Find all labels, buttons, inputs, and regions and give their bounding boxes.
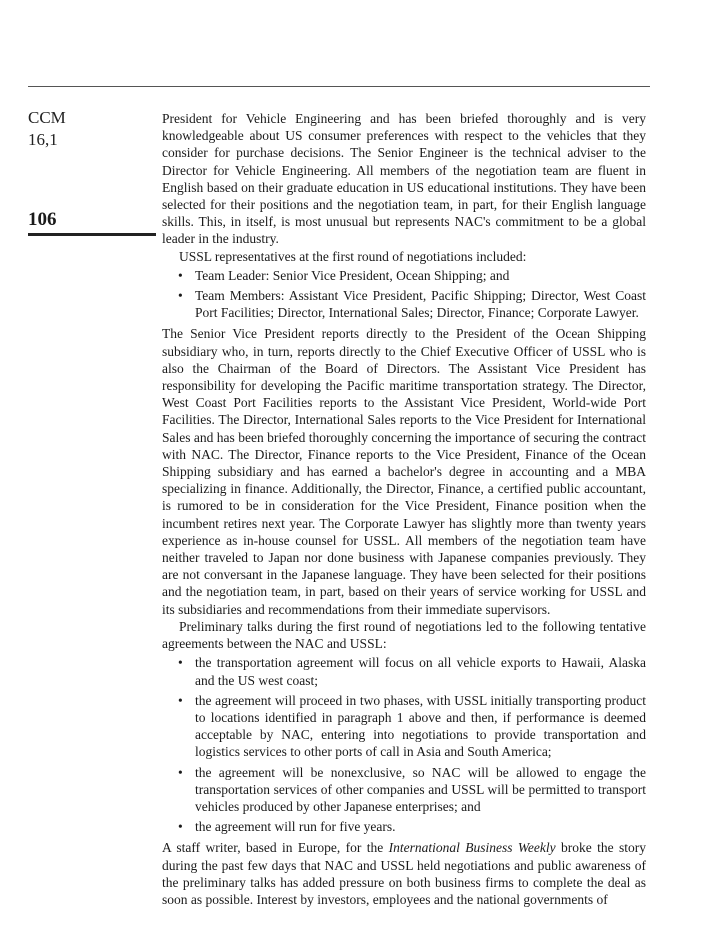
paragraph-ussl-intro: USSL representatives at the first round of negotiations included: bbox=[179, 248, 527, 264]
bullet-icon: • bbox=[178, 655, 183, 671]
list-item: • the agreement will proceed in two phases, with USSL initially transporting product to locations identified in paragraph 1 above and then, if performance is deemed acceptable by NAC, entering into negotiations to provide transportation and logistics services to other ports of call in Asia and South America; bbox=[178, 692, 646, 760]
list-item: • Team Leader: Senior Vice President, Ocean Shipping; and bbox=[178, 267, 510, 283]
bullet-icon: • bbox=[178, 819, 183, 835]
paragraph-ussl-reporting: The Senior Vice President reports directly to the President of the Ocean Shipping subsidiary who, in turn, reports directly to the Chief Executive Officer of USSL who is also the Chairman of the Board of Directors. The Assistant Vice President has responsibility for developing the Pacific maritime transportation strategy. The Director, West Coast Port Facilities reports to the Assistant Vice President, World-wide Port Facilities. The Director, International Sales reports to the Vice President for International Sales and has been briefed thoroughly concerning the importance of securing the contract with NAC. The Director, Finance reports to the Vice President, Finance of the Ocean Shipping subsidiary and has earned a bachelor's degree in accounting and a MBA specializing in finance. Additionally, the Director, Finance, a certified public accountant, is rumored to be in consideration for the Vice President, Finance position when the incumbent retires next year. The Corporate Lawyer has slightly more than twenty years experience as in-house counsel for USSL. All members of the negotiation team have neither traveled to Japan nor done business with Japanese companies previously. They are not conversant in the Japanese language. They have been selected for their positions and the negotiation team, in part, based on their years of service working for USSL and its subsidiaries and recommendations from their immediate supervisors. bbox=[162, 326, 646, 617]
bullet-icon: • bbox=[178, 764, 183, 780]
bullet-icon: • bbox=[178, 288, 183, 304]
bullet-icon: • bbox=[178, 267, 183, 283]
paragraph-press-story: A staff writer, based in Europe, for the International Business Weekly broke the story during the past few days that NAC and USSL held negotiations and public awareness of the preliminary talks has added pressure on both business firms to complete the deal as soon as possible. Interest by investors, employees and the national governments of bbox=[162, 840, 646, 907]
publication-title: International Business Weekly bbox=[388, 840, 556, 856]
body-text bbox=[162, 110, 646, 908]
paragraph-preliminary-talks: Preliminary talks during the first round of negotiations led to the following tentative agreements between the NAC and USSL: bbox=[162, 618, 646, 652]
list-item: • the agreement will run for five years. bbox=[178, 819, 396, 835]
paragraph-team-nac: President for Vehicle Engineering and has been briefed thoroughly and is very knowledgeable about US consumer preferences with respect to the vehicles that they consider for purchase decisions. The Senior Engineer is the technical adviser to the Director for Vehicle Engineering. All members of the negotiation team are fluent in English based on their graduate education in US educational institutions. They have been selected for their positions and the negotiation team, in part, for their English language skills. This, in itself, is most unusual but represents NAC's commitment to be a global leader in the industry. bbox=[162, 111, 646, 247]
ussl-team-list bbox=[162, 267, 646, 322]
list-item: • Team Members: Assistant Vice President, Pacific Shipping; Director, West Coast Port Facilities; Director, International Sales; Director, Finance; Corporate Lawyer. bbox=[178, 288, 646, 321]
page-number-rule bbox=[28, 233, 156, 236]
agreements-list bbox=[162, 654, 646, 835]
journal-volume: 16,1 bbox=[28, 130, 58, 149]
page-number: 106 bbox=[28, 209, 57, 230]
header-rule bbox=[28, 86, 650, 87]
list-item: • the transportation agreement will focus on all vehicle exports to Hawaii, Alaska and the US west coast; bbox=[178, 655, 646, 688]
journal-name: CCM bbox=[28, 108, 66, 127]
bullet-icon: • bbox=[178, 692, 183, 708]
margin-column bbox=[28, 107, 158, 230]
list-item: • the agreement will be nonexclusive, so NAC will be allowed to engage the transportation services of other companies and USSL will be permitted to transport vehicles produced by other Japanese enterprises; and bbox=[178, 764, 646, 814]
